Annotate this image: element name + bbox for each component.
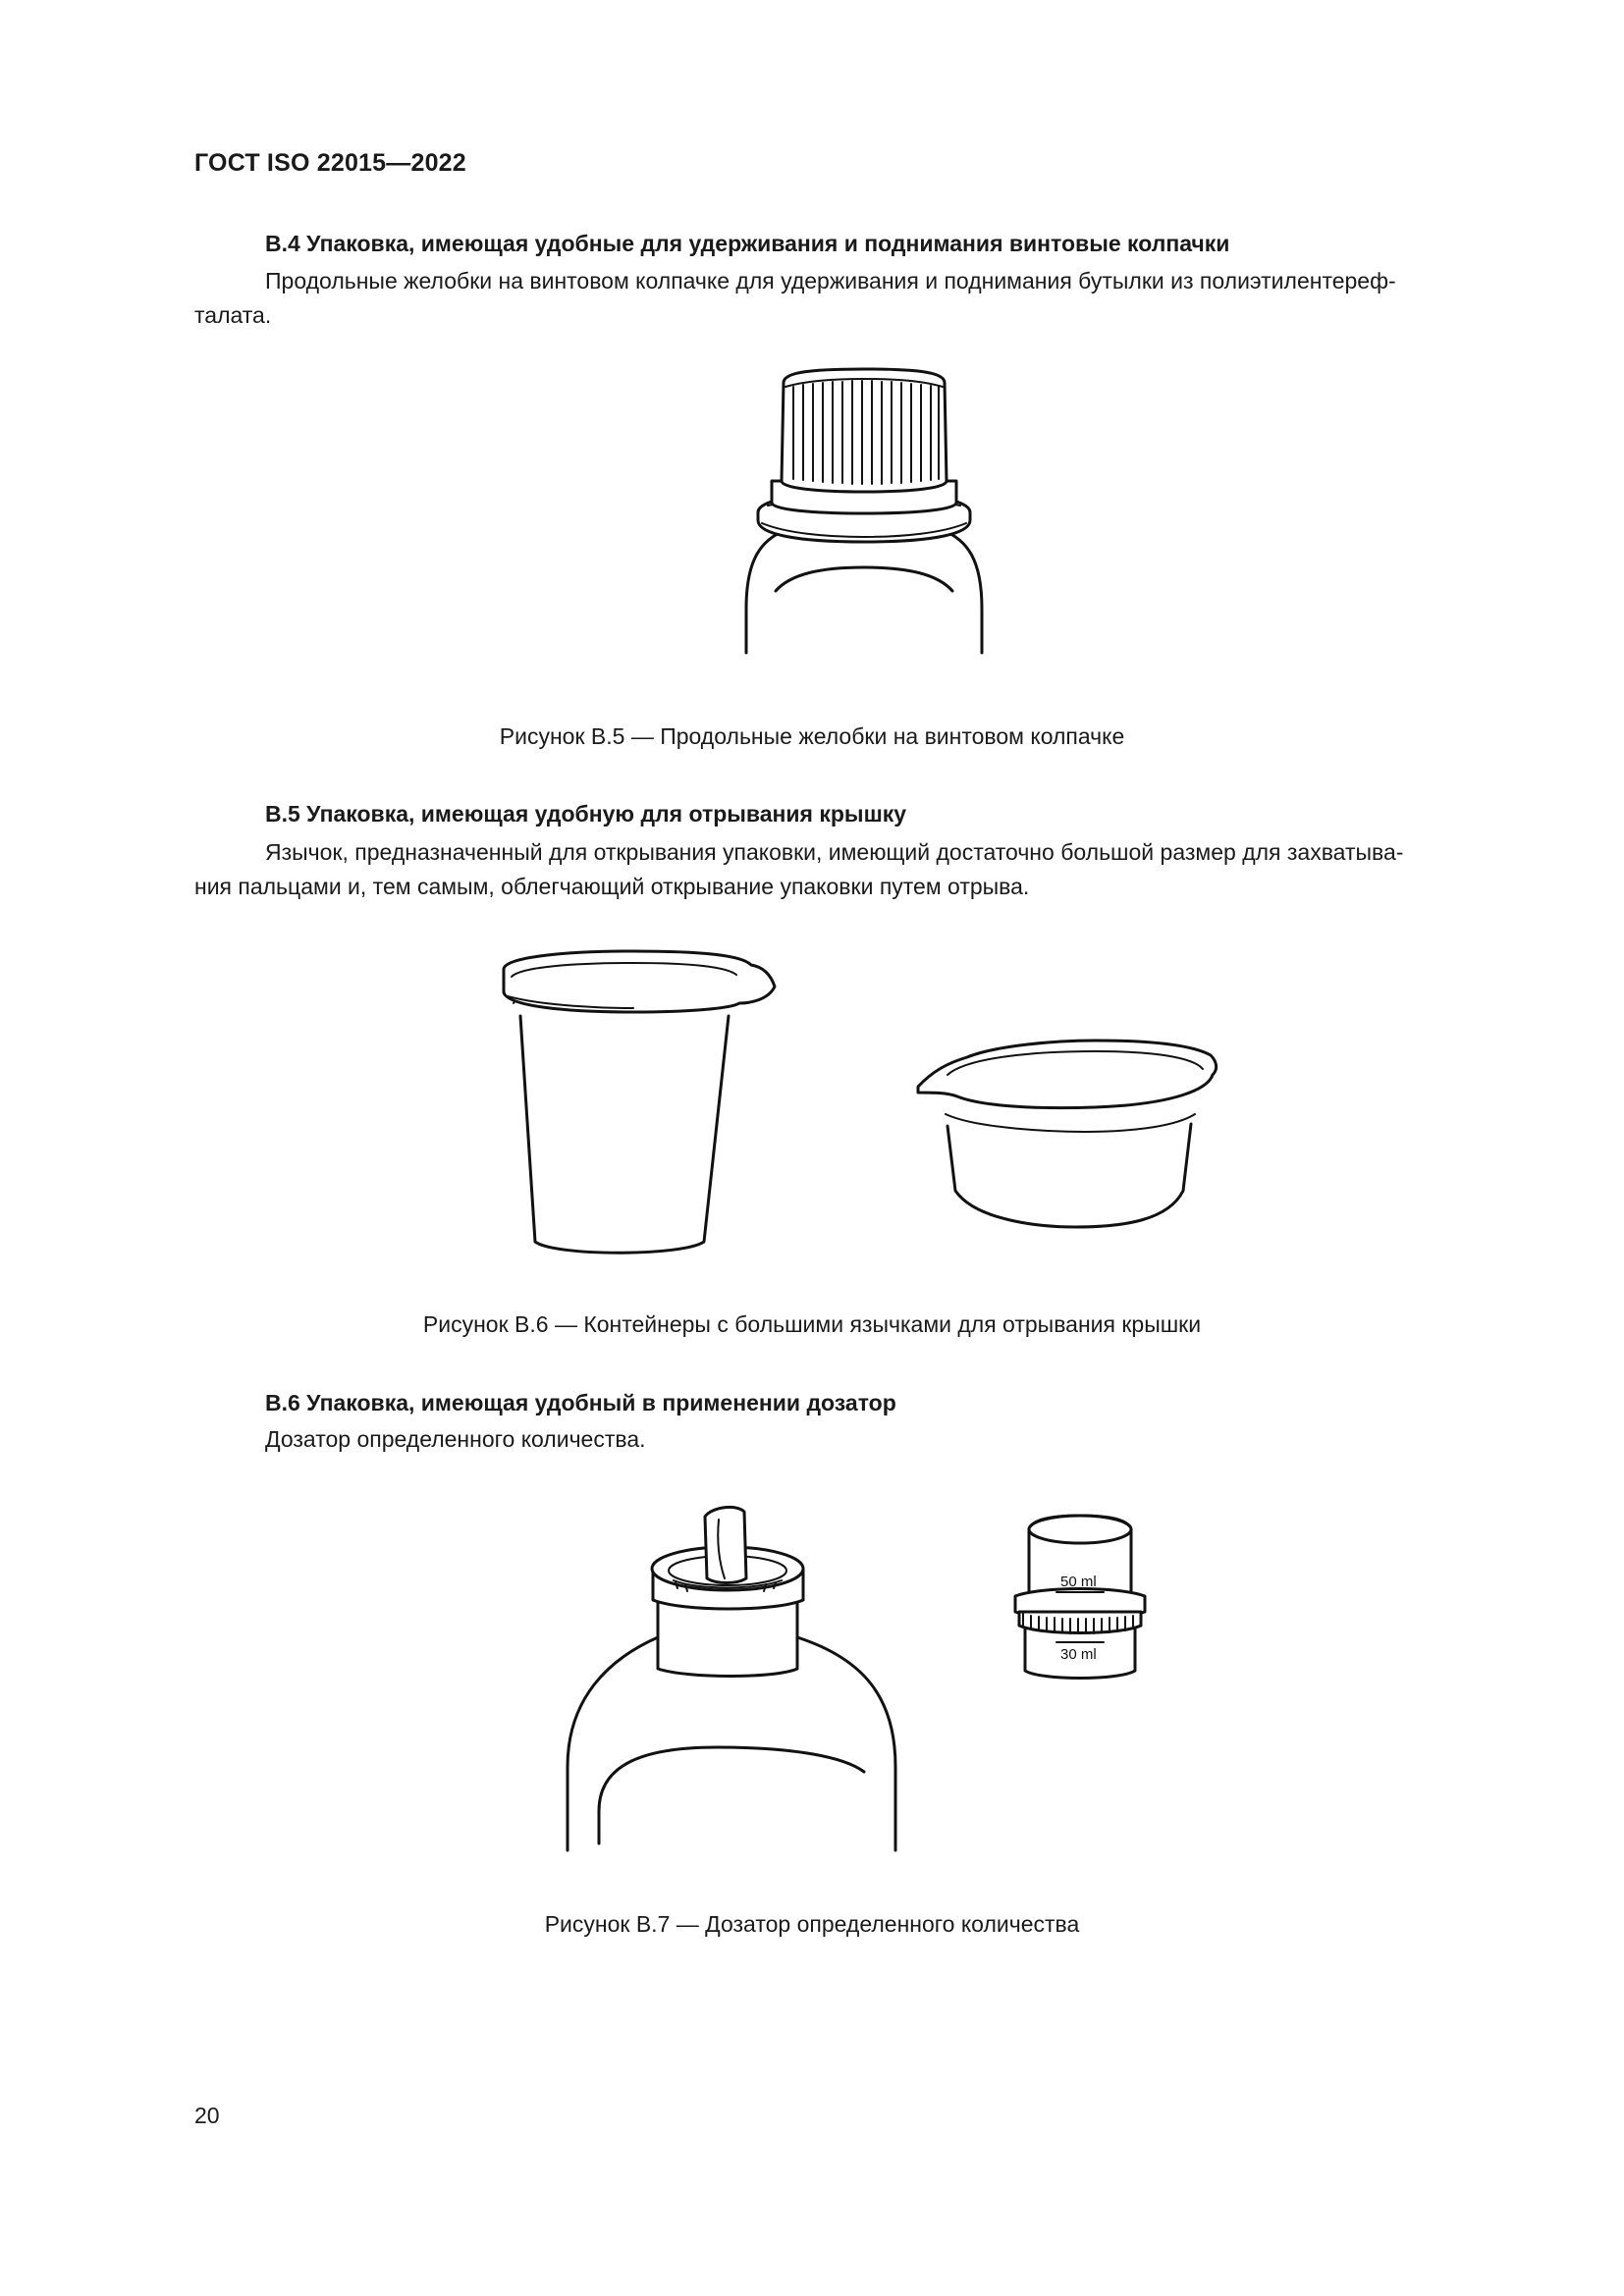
section-text-b6-line1-text: Дозатор определенного количества. xyxy=(265,1426,646,1452)
section-text-b4-line1-text: Продольные желобки на винтовом колпачке для удерживания и поднимания бутылки из полиэтилентереф- xyxy=(265,268,1396,294)
section-text-b4 xyxy=(194,264,1516,333)
section-heading-b6: В.6 Упаковка, имеющая удобный в применении дозатор xyxy=(265,1390,896,1415)
dispenser-bottle xyxy=(568,1507,895,1850)
section-text-b5-line2: ния пальцами и, тем самым, облегчающий открывание упаковки путем отрыва. xyxy=(194,874,1030,899)
tall-cup xyxy=(504,951,775,1253)
section-text-b6-line1 xyxy=(194,1422,1516,1457)
figure-b5-ribbed-cap-bottle xyxy=(717,363,1011,658)
section-heading-b4: В.4 Упаковка, имеющая удобные для удерживания и поднимания винтовые колпачки xyxy=(265,231,1230,256)
document-header: ГОСТ ISO 22015—2022 xyxy=(194,149,466,177)
section-heading-b5: В.5 Упаковка, имеющая удобную для отрывания крышку xyxy=(265,801,907,827)
figure-b7-dosing-dispenser xyxy=(550,1502,1178,1855)
section-text-b5-line1 xyxy=(194,835,1516,870)
figure-b6-caption: Рисунок В.6 — Контейнеры с большими язычками для отрывания крышки xyxy=(422,1311,1202,1337)
measuring-cap xyxy=(1015,1516,1145,1679)
mark-30-label: 30 ml xyxy=(1060,1646,1097,1663)
page-number: 20 xyxy=(194,2103,220,2128)
figure-b6-containers xyxy=(486,928,1232,1271)
section-text-b5-line1-text: Язычок, предназначенный для открывания упаковки, имеющий достаточно большой размер для захватыва- xyxy=(265,839,1404,865)
bowl xyxy=(918,1041,1217,1227)
mark-50-label: 50 ml xyxy=(1060,1574,1097,1590)
section-text-b4-line2: талата. xyxy=(194,302,272,328)
figure-b5-caption: Рисунок В.5 — Продольные желобки на винтовом колпачке xyxy=(499,723,1125,749)
figure-b7-caption: Рисунок В.7 — Дозатор определенного количества xyxy=(544,1911,1080,1937)
section-text-b5 xyxy=(194,835,1516,904)
section-text-b4-line1 xyxy=(194,264,1516,298)
section-text-b6 xyxy=(194,1422,1516,1457)
